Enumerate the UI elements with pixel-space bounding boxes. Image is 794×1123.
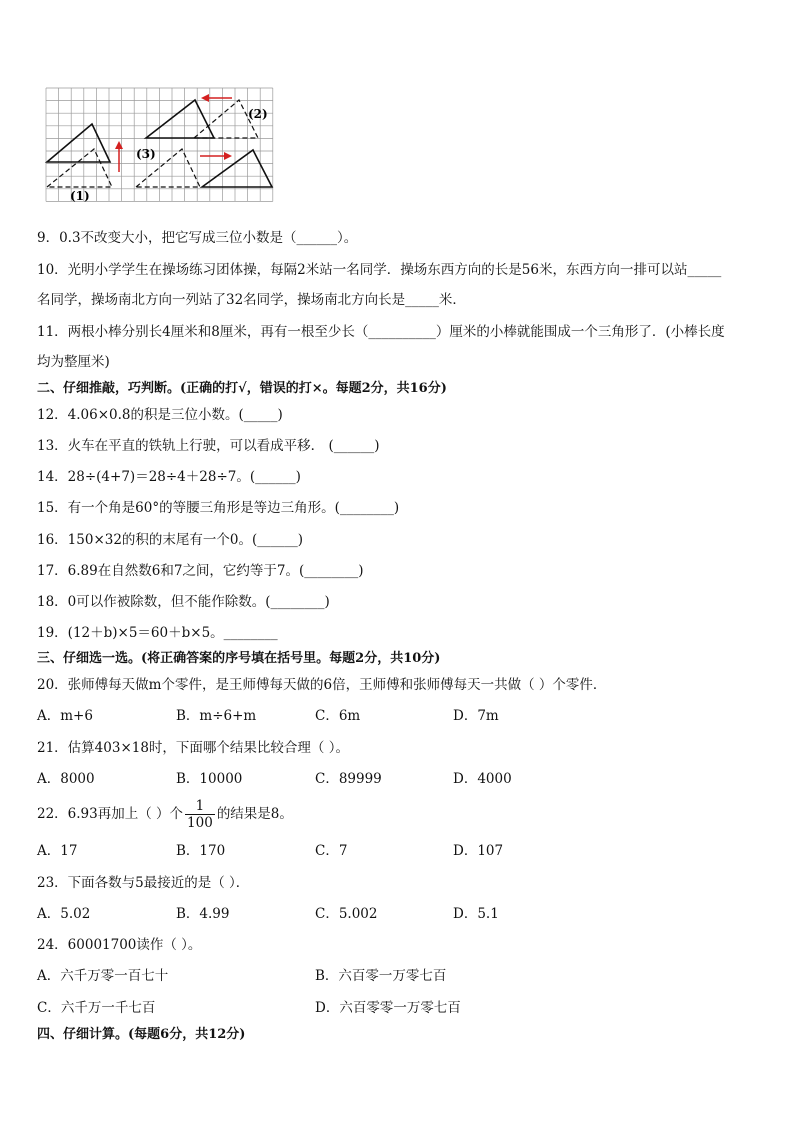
q23-option-c: C．5.002 bbox=[315, 906, 378, 922]
arrow-right-icon bbox=[200, 152, 232, 160]
q22-option-b: B．170 bbox=[176, 843, 226, 859]
q21-option-d: D．4000 bbox=[453, 771, 512, 787]
question-19: 19．(12＋b)×5＝60＋b×5。________ bbox=[37, 625, 278, 641]
q23-option-d: D．5.1 bbox=[453, 906, 499, 922]
question-10-line2: 名同学，操场南北方向一列站了32名同学，操场南北方向长是_____米． bbox=[37, 292, 466, 308]
q22-option-d: D．107 bbox=[453, 843, 504, 859]
q21-option-a: A．8000 bbox=[37, 771, 95, 787]
q23-option-a: A．5.02 bbox=[37, 906, 91, 922]
fraction-denominator: 100 bbox=[187, 815, 213, 831]
question-15: 15．有一个角是60°的等腰三角形是等边三角形。(________) bbox=[37, 500, 400, 516]
fraction-numerator: 1 bbox=[185, 798, 215, 815]
question-9: 9．0.3不改变大小，把它写成三位小数是（______）。 bbox=[37, 230, 358, 246]
q24-option-d: D．六百零零一万零七百 bbox=[315, 1000, 461, 1016]
question-22 bbox=[37, 797, 293, 831]
question-23: 23．下面各数与5最接近的是（ ）． bbox=[37, 875, 250, 891]
label-2: (2) bbox=[248, 107, 268, 121]
section-4-heading: 四、仔细计算。(每题6分，共12分) bbox=[37, 1027, 246, 1042]
q23-option-b: B．4.99 bbox=[176, 906, 230, 922]
question-17: 17．6.89在自然数6和7之间，它约等于7。(________) bbox=[37, 563, 364, 579]
question-11-line2: 均为整厘米) bbox=[37, 354, 110, 370]
fraction-one-hundredth bbox=[185, 798, 215, 831]
q20-option-b: B．m÷6+m bbox=[176, 708, 257, 724]
question-11-line1: 11．两根小棒分别长4厘米和8厘米，再有一根至少长（__________）厘米的小棒就能围成一个三角形了．(小棒长度 bbox=[37, 324, 725, 340]
question-18: 18．0可以作被除数，但不能作除数。(________) bbox=[37, 594, 330, 610]
question-12: 12．4.06×0.8的积是三位小数。(_____) bbox=[37, 407, 283, 423]
q22-option-a: A．17 bbox=[37, 843, 78, 859]
q22-option-c: C．7 bbox=[315, 843, 348, 859]
q20-option-c: C．6m bbox=[315, 708, 361, 724]
q20-option-d: D．7m bbox=[453, 708, 499, 724]
question-24: 24．60001700读作（ ）。 bbox=[37, 937, 202, 953]
grid-lines bbox=[46, 88, 273, 201]
q20-option-a: A．m+6 bbox=[37, 708, 93, 724]
label-1: (1) bbox=[70, 189, 90, 203]
section-3-heading: 三、仔细选一选。(将正确答案的序号填在括号里。每题2分，共10分) bbox=[37, 651, 441, 666]
translation-grid-figure bbox=[44, 86, 274, 206]
q24-option-a: A．六千万零一百七十 bbox=[37, 968, 169, 984]
q24-option-c: C．六千万一千七百 bbox=[37, 1000, 156, 1016]
section-2-heading: 二、仔细推敲，巧判断。(正确的打√，错误的打×。每题2分，共16分) bbox=[37, 381, 447, 396]
triangle-top bbox=[146, 100, 214, 138]
question-14: 14．28÷(4+7)＝28÷4＋28÷7。(______) bbox=[37, 469, 301, 485]
question-10-line1: 10．光明小学学生在操场练习团体操，每隔2米站一名同学．操场东西方向的长是56米，东西方向一排可以站_____ bbox=[37, 262, 722, 278]
q22-text-after: 的结果是8。 bbox=[216, 806, 293, 822]
triangle-left bbox=[47, 124, 110, 162]
q21-option-b: B．10000 bbox=[176, 771, 243, 787]
question-21: 21．估算403×18时，下面哪个结果比较合理（ ）。 bbox=[37, 740, 349, 756]
q24-option-b: B．六百零一万零七百 bbox=[315, 968, 447, 984]
q21-option-c: C．89999 bbox=[315, 771, 382, 787]
question-13: 13．火车在平直的铁轨上行驶，可以看成平移． (______) bbox=[37, 438, 380, 454]
question-16: 16．150×32的积的末尾有一个0。(______) bbox=[37, 532, 304, 548]
label-3: (3) bbox=[136, 147, 156, 161]
q22-text-before: 22．6.93再加上（ ）个 bbox=[37, 806, 184, 822]
question-20: 20．张师傅每天做m个零件，是王师傅每天做的6倍，王师傅和张师傅每天一共做（ ）个零件． bbox=[37, 677, 607, 693]
